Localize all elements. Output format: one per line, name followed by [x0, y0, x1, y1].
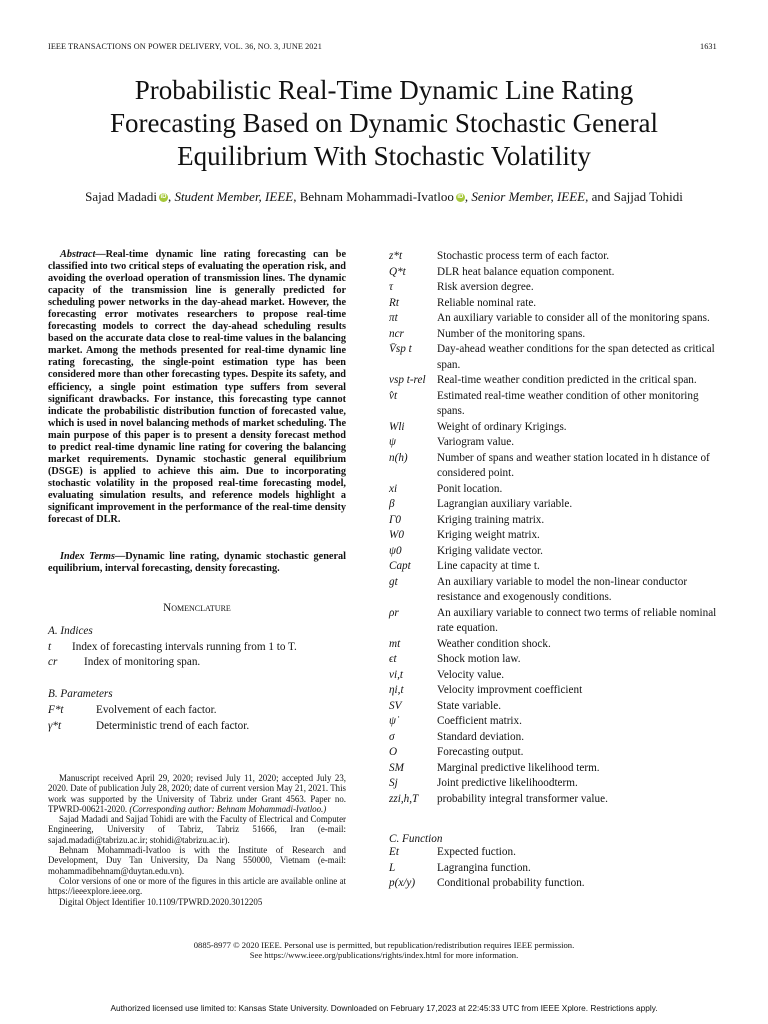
nomenclature-row [389, 575, 719, 606]
nomenclature-row [389, 528, 719, 544]
symbol-description: Variogram value. [437, 436, 515, 448]
author-3: and Sajjad Tohidi [591, 189, 683, 204]
symbol-description: Number of spans and weather station located in h distance of considered point. [437, 451, 710, 479]
title-line-3: Equilibrium With Stochastic Volatility [177, 141, 591, 171]
copyright-line-2: See https://www.ieee.org/publications/rights/index.html for more information. [249, 950, 519, 961]
nomenclature-row [389, 876, 719, 892]
symbol-description: Weight of ordinary Krigings. [437, 420, 567, 433]
symbol-description: Evolvement of each factor. [96, 704, 217, 716]
symbol-description: Coefficient matrix. [437, 715, 522, 727]
symbol: z*t [389, 250, 403, 262]
symbol: F*t [48, 704, 64, 716]
nomenclature-row [389, 606, 719, 637]
symbol-description: Risk aversion degree. [437, 281, 534, 293]
symbol-description: Kriging weight matrix. [437, 529, 540, 541]
nomenclature-row [389, 730, 719, 746]
symbol-description: Joint predictive likelihoodterm. [437, 777, 578, 789]
nomenclature-row [389, 342, 719, 373]
symbol-description: Velocity value. [437, 668, 505, 681]
symbol-description: Estimated real-time weather condition of other monitoring spans. [437, 389, 699, 417]
nomenclature-row [389, 559, 719, 575]
orcid-icon[interactable]: iD [457, 194, 464, 200]
symbol: σ [389, 730, 395, 743]
symbol-description: Marginal predictive likelihood term. [437, 761, 600, 774]
symbol-description: An auxiliary variable to connect two terms of reliable nominal rate equation. [437, 606, 717, 634]
symbol: ψ [389, 436, 396, 448]
symbol: β [389, 498, 395, 510]
symbol: p(x/y) [389, 877, 416, 889]
symbol: zzi,h,T [389, 792, 419, 805]
nomenclature-row [389, 311, 719, 327]
footnote-doi: Digital Object Identifier 10.1109/TPWRD.2020.3012205 [59, 896, 263, 907]
symbol: Capt [389, 560, 411, 572]
nomenclature-row [389, 513, 719, 529]
symbol: SM [389, 761, 404, 774]
footnote-manuscript: Manuscript received April 29, 2020; revised July 11, 2020; accepted July 23, 2020. Date of publication July 28, 2020; date of current version May 21, 2021. This work was supported by the University of Tabriz under Grant 4563. Paper no. TPWRD-00621-2020. (Corresponding author: Behnam Mohammadi-Ivatloo.) [48, 773, 346, 814]
symbol-description: Stochastic process term of each factor. [437, 250, 610, 262]
symbol-description: Forecasting output. [437, 746, 524, 758]
copyright-line-1: 0885-8977 © 2020 IEEE. Personal use is permitted, but republication/redistribution requires IEEE permission. [193, 940, 575, 950]
symbol-description: probability integral transformer value. [437, 792, 608, 805]
journal-header: IEEE TRANSACTIONS ON POWER DELIVERY, VOL. 36, NO. 3, JUNE 2021 [48, 42, 322, 51]
footnote [48, 773, 346, 907]
symbol: Q*t [389, 265, 406, 278]
nomenclature-row [389, 714, 719, 730]
symbol-description: State variable. [437, 699, 501, 712]
nomenclature-row [389, 389, 719, 420]
nomenclature-row [389, 296, 719, 312]
nomenclature-row [389, 482, 719, 498]
index-terms [48, 551, 346, 575]
nomenclature-row [389, 699, 719, 715]
nomenclature-row [389, 327, 719, 343]
symbol-description: Index of monitoring span. [84, 656, 201, 668]
symbol-description: Lagrangian auxiliary variable. [437, 498, 573, 510]
symbol: Wli [389, 420, 405, 433]
symbol: ψ̇ [389, 715, 396, 727]
symbol: τ [389, 281, 394, 293]
nomenclature-row [48, 703, 346, 719]
nomenclature-row [389, 544, 719, 560]
license-notice: Authorized licensed use limited to: Kansas State University. Downloaded on February 17,2023 at 22:45:33 UTC from IEEE Xplore. Restrictions apply. [110, 1003, 658, 1013]
footnote-color: Color versions of one or more of the figures in this article are available online at https://ieeexplore.ieee.org. [48, 875, 346, 897]
symbol: v̂t [389, 389, 398, 402]
title-line-1: Probabilistic Real-Time Dynamic Line Rating [134, 75, 634, 105]
symbol: SV [389, 699, 402, 712]
title-line-2: Forecasting Based on Dynamic Stochastic General [109, 108, 659, 138]
symbol: V̄sp t [389, 343, 412, 355]
symbol-description: Weather condition shock. [437, 637, 551, 650]
symbol-description: Kriging validate vector. [437, 544, 543, 557]
abstract [48, 249, 346, 526]
paper-title [0, 74, 768, 173]
symbol-description: An auxiliary variable to model the non-linear conductor resistance and exogenously conditions. [437, 575, 688, 603]
symbol-description: Line capacity at time t. [437, 560, 540, 572]
abstract-text: —Real-time dynamic line rating forecasting can be classified into two critical steps of evaluating the operation risk, and avoiding the overload operation of transmission lines. The dynamic capacity of the transmission line is generally predicted for scheduling power networks in the day-ahead market. However, the forecasting error motivates researchers to propose real-time forecasting models to correct the day-ahead scheduling results based on the accurate data close to real-time values in the balancing market. Among the methods presented for real-time dynamic line rating forecasting, the single-point estimation type has been considered more than other forecasting types. Despite its safety, and efficiency, a single point estimation type suffers from several significant drawbacks. For instance, this forecasting type cannot indicate the probabilistic distribution function of forecasted value, which is used in novel balancing methods of market scheduling. The main purpose of this paper is to present a density forecast method to predict real-time dynamic line rating for covering the balancing market requirements. Dynamic stochastic general equilibrium (DSGE) is applied to achieve this aim. Due to incorporating stochastic volatility in the proposed real-time forecasting model, evaluating simulation results, and reference models highlight a significant improvement in the performance of the real-time density forecast of DLR. [48, 249, 346, 526]
symbol-description: An auxiliary variable to consider all of the monitoring spans. [437, 312, 710, 324]
nomenclature-row [389, 652, 719, 668]
symbol: cr [48, 656, 58, 668]
symbol: L [389, 861, 396, 874]
symbol-description: Index of forecasting intervals running from 1 to T. [72, 641, 297, 653]
nomenclature-row [389, 845, 719, 861]
nomenclature-row [389, 280, 719, 296]
footnote-affiliation-2: Behnam Mohammadi-Ivatloo is with the Institute of Research and Development, Duy Tan University, Da Nang 550000, Vietnam (e-mail: mohammadibehnam@duytan.edu.vn). [48, 845, 346, 876]
nomenclature-row [389, 792, 719, 808]
symbol-description: Lagrangina function. [437, 861, 531, 874]
abstract-label: Abstract [60, 249, 96, 260]
symbol-description: Velocity improvment coefficient [437, 684, 583, 696]
symbol: ϵt [389, 653, 397, 665]
page-number: 1631 [700, 42, 717, 51]
symbol-description: Deterministic trend of each factor. [96, 720, 250, 732]
nomenclature-row [389, 637, 719, 653]
symbol: O [389, 746, 398, 758]
footnote-affiliation-1: Sajad Madadi and Sajjad Tohidi are with the Faculty of Electrical and Computer Engineering, University of Tabriz, Tabriz 51666, Iran (e-mail: sajad.madadi@tabrizu.ac.ir; stohidi@tabrizu.ac.ir). [48, 814, 346, 845]
symbol: Rt [389, 296, 399, 309]
symbol-description: DLR heat balance equation component. [437, 265, 615, 278]
symbol-description: Conditional probability function. [437, 877, 585, 889]
symbol: Et [389, 846, 399, 858]
orcid-icon[interactable]: iD [160, 194, 167, 200]
symbol: ρr [389, 606, 399, 619]
nomenclature-row [389, 861, 719, 877]
parameters-heading: B. Parameters [48, 688, 113, 700]
symbol: ηi,t [389, 684, 404, 696]
symbol: γ*t [48, 720, 62, 732]
symbol: ψ0 [389, 544, 402, 557]
symbol: W0 [389, 529, 404, 541]
nomenclature-row [389, 265, 719, 281]
symbol: ncr [389, 327, 404, 340]
symbol: t [48, 641, 52, 653]
indices-heading: A. Indices [48, 625, 93, 637]
symbol: πt [389, 312, 398, 324]
nomenclature-row [389, 420, 719, 436]
index-terms-label: Index Terms [60, 551, 115, 562]
nomenclature-row [48, 655, 346, 671]
symbol-description: Real-time weather condition predicted in the critical span. [437, 374, 697, 386]
author-2-role: Senior Member, IEEE [471, 189, 586, 204]
symbol-description: Day-ahead weather conditions for the span detected as critical span. [437, 343, 715, 371]
nomenclature-row [389, 761, 719, 777]
index-terms-text: —Dynamic line rating, dynamic stochastic general equilibrium, interval forecasting, density forecasting. [48, 551, 346, 575]
nomenclature-row [389, 776, 719, 792]
nomenclature-row [389, 373, 719, 389]
symbol-description: Reliable nominal rate. [437, 296, 537, 309]
symbol: gt [389, 575, 398, 588]
copyright-notice [0, 940, 768, 961]
author-line: Sajad Madadi iD , Student Member, IEEE, Behnam Mohammadi-Ivatloo iD , Senior Member, IEEE, and Sajjad Tohidi [85, 189, 683, 204]
nomenclature-row [48, 640, 346, 656]
author-2: Behnam Mohammadi-Ivatloo [299, 189, 454, 204]
symbol-description: Shock motion law. [437, 653, 521, 665]
symbol: vsp t-rel [389, 374, 426, 386]
nomenclature-row [389, 249, 719, 265]
author-1: Sajad Madadi [85, 189, 157, 204]
symbol: Sj [389, 777, 398, 789]
symbol: n(h) [389, 451, 408, 464]
symbol: xi [389, 482, 398, 495]
nomenclature-heading: Nomenclature [163, 602, 231, 614]
symbol-description: Number of the monitoring spans. [437, 327, 586, 340]
nomenclature-row [48, 719, 346, 735]
function-heading: C. Function [389, 833, 443, 845]
nomenclature-row [389, 435, 719, 451]
symbol: vi,t [389, 668, 403, 681]
symbol-description: Kriging training matrix. [437, 513, 545, 526]
symbol: Γ0 [389, 513, 401, 526]
nomenclature-right-column [389, 249, 719, 892]
nomenclature-row [389, 451, 719, 482]
symbol-description: Standard deviation. [437, 730, 524, 743]
symbol-description: Ponit location. [437, 482, 503, 495]
nomenclature-row [389, 745, 719, 761]
nomenclature-row [389, 683, 719, 699]
nomenclature-row [389, 497, 719, 513]
author-1-role: Student Member, IEEE [174, 189, 294, 204]
nomenclature-row [389, 668, 719, 684]
symbol: mt [389, 637, 401, 650]
symbol-description: Expected fuction. [437, 846, 516, 858]
